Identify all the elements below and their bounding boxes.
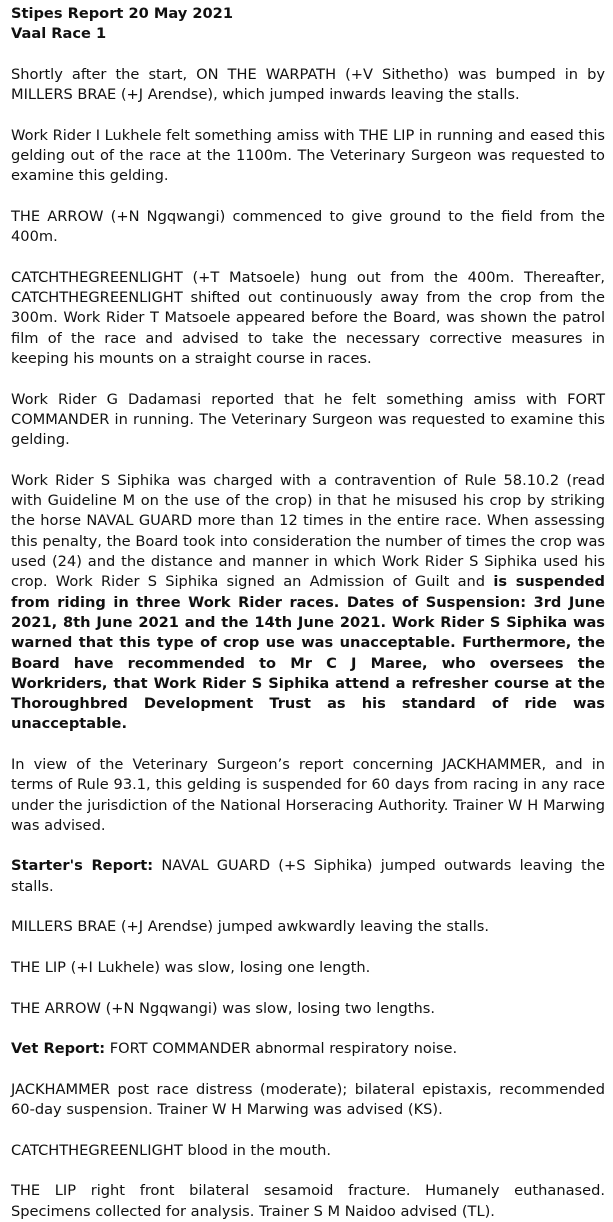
vet-report-text: FORT COMMANDER abnormal respiratory noise.	[105, 1040, 458, 1058]
starters-report-label: Starter's Report:	[11, 857, 154, 875]
siphika-charge-text: Work Rider S Siphika was charged with a contravention of Rule 58.10.2 (read with Guideline M on the use of the crop) in that he misused his crop by striking the horse NAVAL GUARD more than 12 times in the entire race. When assessing this penalty, the Board took into consideration the number of times the crop was used (24) and the distance and manner in which Work Rider S Siphika used his crop. Work Rider S Siphika signed an Admission of Guilt and	[11, 471, 605, 591]
paragraph-the-arrow: THE ARROW (+N Ngqwangi) commenced to give ground to the field from the 400m.	[11, 207, 605, 246]
report-header	[11, 4, 605, 45]
paragraph-catchthegreenlight: CATCHTHEGREENLIGHT (+T Matsoele) hung out from the 400m. Thereafter, CATCHTHEGREENLIGHT shifted out continuously away from the crop from the 300m. Work Rider T Matsoele appeared before the Board, was shown the patrol film of the race and advised to take the necessary corrective measures in keeping his mounts on a straight course in races.	[11, 268, 605, 368]
paragraph-siphika-charge	[11, 471, 605, 735]
starters-report-entry	[11, 856, 605, 897]
paragraph-the-lip: Work Rider I Lukhele felt something amiss with THE LIP in running and eased this gelding out of the race at the 1100m. The Veterinary Surgeon was requested to examine this gelding.	[11, 126, 605, 185]
starters-report-text: NAVAL GUARD (+S Siphika) jumped outwards leaving the stalls.	[11, 857, 605, 895]
siphika-suspension-text: is suspended from riding in three Work Rider races. Dates of Suspension: 3rd June 2021, 8th June 2021 and the 14th June 2021. Work Rider S Siphika was warned that this type of crop use was unacceptable. Furthermore, the Board have recommended to Mr C J Maree, who oversees the Workriders, that Work Rider S Siphika attend a refresher course at the Thoroughbred Development Trust as his standard of ride was unacceptable.	[11, 573, 605, 733]
report-title: Stipes Report 20 May 2021	[11, 5, 233, 22]
starters-report-entry: MILLERS BRAE (+J Arendse) jumped awkwardly leaving the stalls.	[11, 918, 489, 936]
paragraph-start-incident: Shortly after the start, ON THE WARPATH (+V Sithetho) was bumped in by MILLERS BRAE (+J Arendse), which jumped inwards leaving the stalls.	[11, 65, 605, 104]
starters-report-entry: THE LIP (+I Lukhele) was slow, losing one length.	[11, 958, 371, 976]
vet-report-entry	[11, 1039, 605, 1059]
paragraph-jackhammer: In view of the Veterinary Surgeon’s report concerning JACKHAMMER, and in terms of Rule 93.1, this gelding is suspended for 60 days from racing in any race under the jurisdiction of the National Horseracing Authority. Trainer W H Marwing was advised.	[11, 755, 605, 834]
paragraph-fort-commander: Work Rider G Dadamasi reported that he felt something amiss with FORT COMMANDER in running. The Veterinary Surgeon was requested to examine this gelding.	[11, 390, 605, 449]
vet-report-label: Vet Report:	[11, 1040, 106, 1058]
vet-report-entry: THE LIP right front bilateral sesamoid fracture. Humanely euthanased. Specimens collected for analysis. Trainer S M Naidoo advised (TL).	[11, 1182, 605, 1220]
race-name: Vaal Race 1	[11, 25, 107, 43]
vet-report-entry: JACKHAMMER post race distress (moderate); bilateral epistaxis, recommended 60-day suspension. Trainer W H Marwing was advised (KS).	[11, 1080, 605, 1119]
vet-report-entry: CATCHTHEGREENLIGHT blood in the mouth.	[11, 1141, 332, 1159]
starters-report-entry: THE ARROW (+N Ngqwangi) was slow, losing two lengths.	[11, 999, 435, 1017]
